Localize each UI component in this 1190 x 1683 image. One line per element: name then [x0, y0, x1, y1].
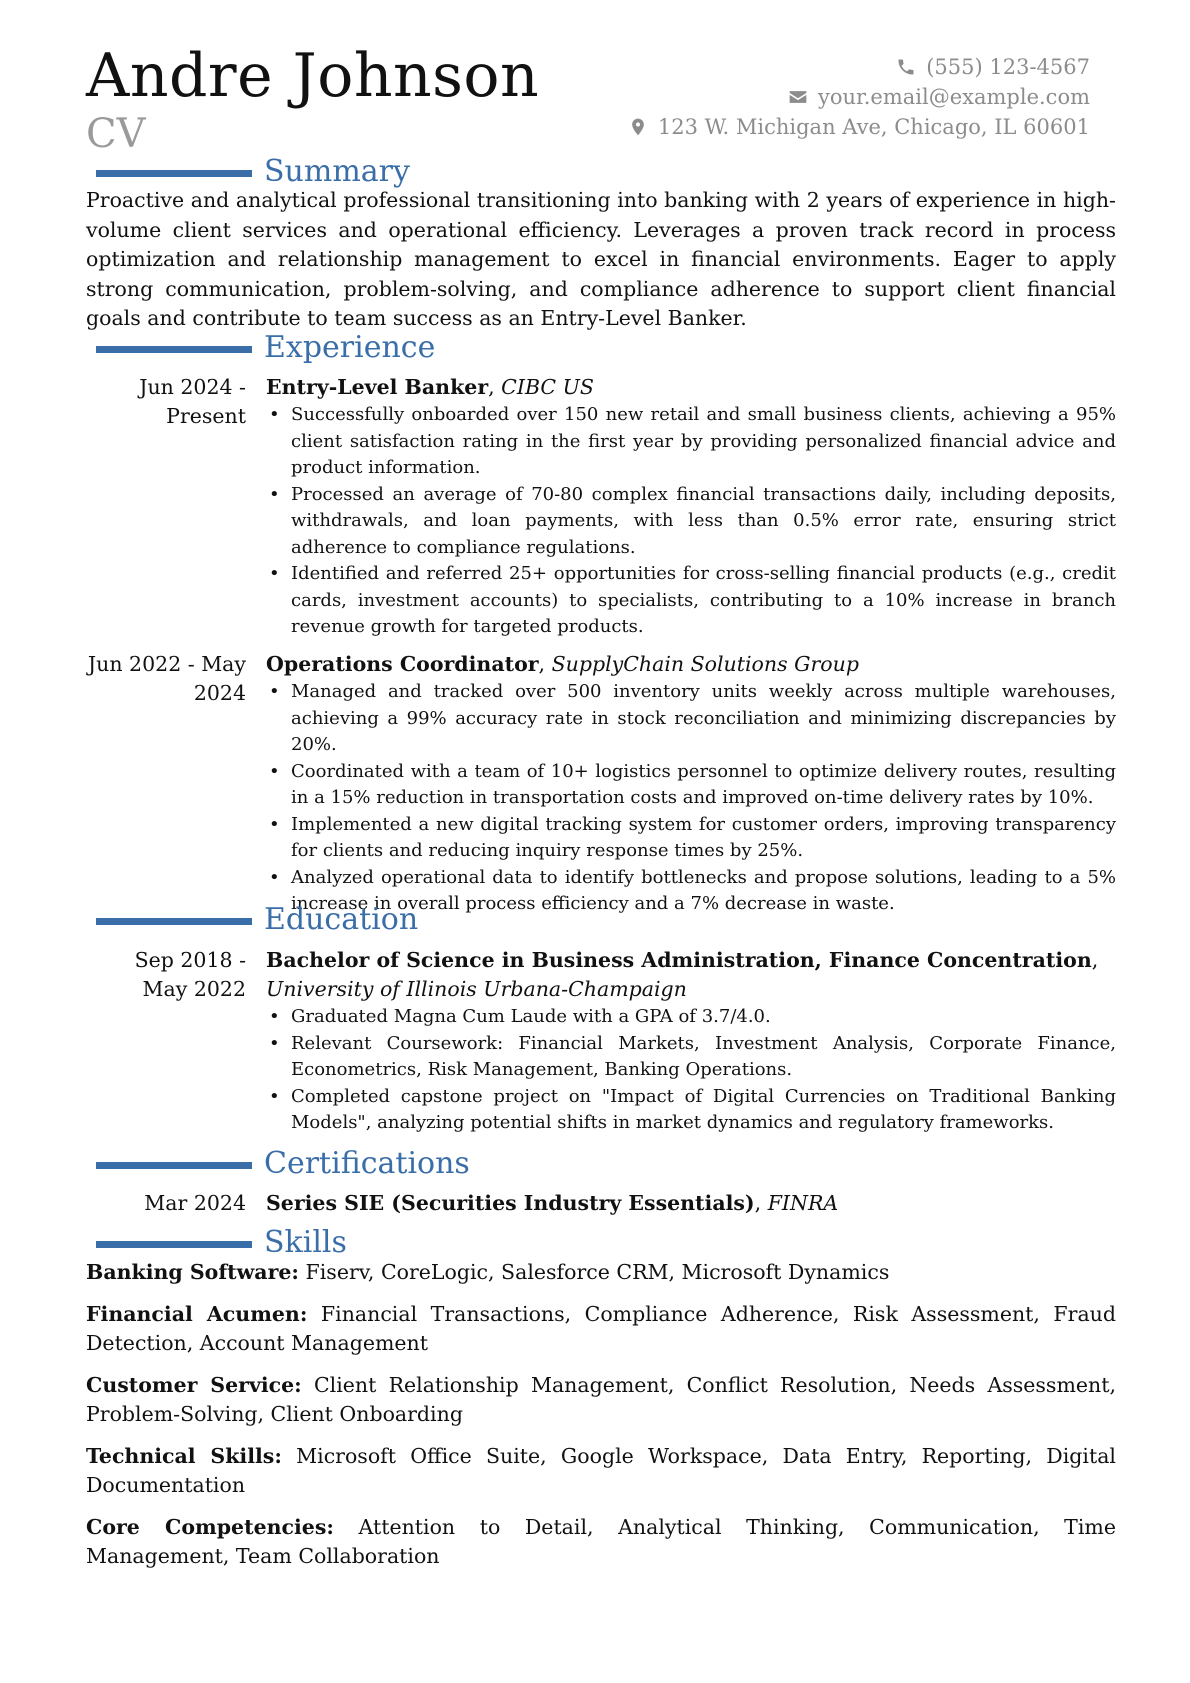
entry-bullets: [266, 402, 1116, 641]
document-subtitle: CV: [86, 111, 146, 157]
entry-dates: Mar 2024: [144, 1191, 246, 1215]
bullet-item: • Analyzed operational data to identify bottlenecks and propose solutions, leading to a 5% increase in overall process efficiency and a 7% decrease in waste.: [291, 865, 1116, 918]
skill-value: Microsoft Office Suite, Google Workspace, Data Entry, Reporting, Digital Documentation: [86, 1443, 1116, 1497]
summary-text: Proactive and analytical professional transitioning into banking with 2 years of experience in high-volume client services and operational efficiency. Leverages a proven track record in process optimization and relationship management to excel in financial environments. Eager to apply strong communication, problem-solving, and compliance adherence to support client financial goals and contribute to team success as an Entry-Level Banker.: [86, 188, 1116, 330]
section-summary-heading: [96, 154, 410, 190]
section-title: Experience: [264, 330, 436, 365]
entry-title-line: Bachelor of Science in Business Administration, Finance Concentration,: [266, 948, 1099, 972]
skill-label: Technical Skills:: [86, 1443, 282, 1468]
section-rule: [96, 1241, 252, 1248]
degree: Bachelor of Science in Business Administration, Finance Concentration: [266, 948, 1092, 972]
contact-phone[interactable]: [628, 52, 1090, 82]
skill-row: [86, 1513, 1116, 1572]
skills-list: [86, 1258, 1116, 1584]
skill-value: Fiserv, CoreLogic, Salesforce CRM, Microsoft Dynamics: [305, 1260, 890, 1284]
skill-label: Financial Acumen:: [86, 1301, 308, 1326]
envelope-icon: [788, 87, 808, 107]
contact-address: [628, 112, 1090, 142]
bullet-item: • Coordinated with a team of 10+ logistics personnel to optimize delivery routes, resulting in a 15% reduction in transportation costs and improved on-time delivery rates by 10%.: [291, 759, 1116, 812]
bullet-item: • Implemented a new digital tracking system for customer orders, improving transparency for clients and reducing inquiry response times by 25%.: [291, 812, 1116, 865]
bullet-item: • Completed capstone project on "Impact of Digital Currencies on Traditional Banking Models", analyzing potential shifts in market dynamics and regulatory frameworks.: [291, 1084, 1116, 1137]
section-title: Skills: [264, 1225, 347, 1260]
section-title: Summary: [264, 154, 410, 189]
skill-value: Financial Transactions, Compliance Adherence, Risk Assessment, Fraud Detection, Account Management: [86, 1301, 1116, 1355]
section-skills-heading: [96, 1225, 347, 1261]
bullet-item: • Managed and tracked over 500 inventory units weekly across multiple warehouses, achieving a 99% accuracy rate in stock reconciliation and minimizing discrepancies by 20%.: [291, 679, 1116, 759]
skill-row: [86, 1442, 1116, 1501]
skill-value: Attention to Detail, Analytical Thinking, Communication, Time Management, Team Collaboration: [86, 1514, 1116, 1568]
bullet-item: • Graduated Magna Cum Laude with a GPA of 3.7/4.0.: [291, 1004, 1116, 1031]
entry-title-line: Series SIE (Securities Industry Essentials), FINRA: [266, 1191, 839, 1215]
bullet-item: • Successfully onboarded over 150 new retail and small business clients, achieving a 95% client satisfaction rating in the first year by providing personalized financial advice and product information.: [291, 402, 1116, 482]
contact-email[interactable]: [628, 82, 1090, 112]
section-title: Education: [264, 902, 419, 937]
skill-row: [86, 1371, 1116, 1430]
phone-text: (555) 123-4567: [926, 55, 1090, 79]
skill-label: Banking Software:: [86, 1260, 299, 1284]
skill-label: Customer Service:: [86, 1372, 302, 1397]
address-text: 123 W. Michigan Ave, Chicago, IL 60601: [657, 115, 1090, 139]
section-rule: [96, 170, 252, 177]
entry-bullets: [266, 679, 1116, 918]
skill-row: [86, 1258, 1116, 1288]
entry-body: [266, 373, 1116, 641]
entry-body: [266, 946, 1116, 1137]
entry-dates: Sep 2018 - May 2022: [134, 948, 246, 1001]
section-title: Certifications: [264, 1146, 470, 1181]
issuer: FINRA: [767, 1191, 839, 1215]
entry-dates: Jun 2024 - Present: [139, 375, 246, 428]
section-certifications-heading: [96, 1146, 470, 1182]
bullet-item: • Relevant Coursework: Financial Markets, Investment Analysis, Corporate Finance, Econometrics, Risk Management, Banking Operations.: [291, 1031, 1116, 1084]
email-text: your.email@example.com: [817, 85, 1090, 109]
entry-title-line: Entry-Level Banker, CIBC US: [266, 375, 594, 399]
bullet-item: • Identified and referred 25+ opportunities for cross-selling financial products (e.g., credit cards, investment accounts) to specialists, contributing to a 10% increase in branch revenue growth for targeted products.: [291, 561, 1116, 641]
entry-body: [266, 1189, 1116, 1218]
entry-body: [266, 650, 1116, 918]
skill-value: Client Relationship Management, Conflict Resolution, Needs Assessment, Problem-Solving, Client Onboarding: [86, 1372, 1116, 1426]
section-experience-heading: [96, 330, 435, 366]
entry-title-line: Operations Coordinator, SupplyChain Solutions Group: [266, 652, 859, 676]
phone-icon: [896, 57, 916, 77]
section-rule: [96, 918, 252, 925]
entry-dates: Jun 2022 - May 2024: [87, 652, 246, 705]
certification-name: Series SIE (Securities Industry Essentials): [266, 1191, 755, 1215]
skill-label: Core Competencies:: [86, 1514, 334, 1539]
candidate-name: Andre Johnson: [86, 41, 540, 111]
section-rule: [96, 1162, 252, 1169]
employer: CIBC US: [501, 375, 594, 399]
section-education-heading: [96, 902, 418, 938]
entry-bullets: [266, 1004, 1116, 1137]
contact-block: [628, 52, 1090, 142]
school: University of Illinois Urbana-Champaign: [266, 977, 687, 1001]
section-rule: [96, 346, 252, 353]
map-marker-icon: [628, 117, 648, 137]
employer: SupplyChain Solutions Group: [551, 652, 859, 676]
job-title: Entry-Level Banker: [266, 375, 489, 399]
bullet-item: • Processed an average of 70-80 complex financial transactions daily, including deposits, withdrawals, and loan payments, with less than 0.5% error rate, ensuring strict adherence to compliance regulations.: [291, 482, 1116, 562]
job-title: Operations Coordinator: [266, 652, 539, 676]
skill-row: [86, 1300, 1116, 1359]
